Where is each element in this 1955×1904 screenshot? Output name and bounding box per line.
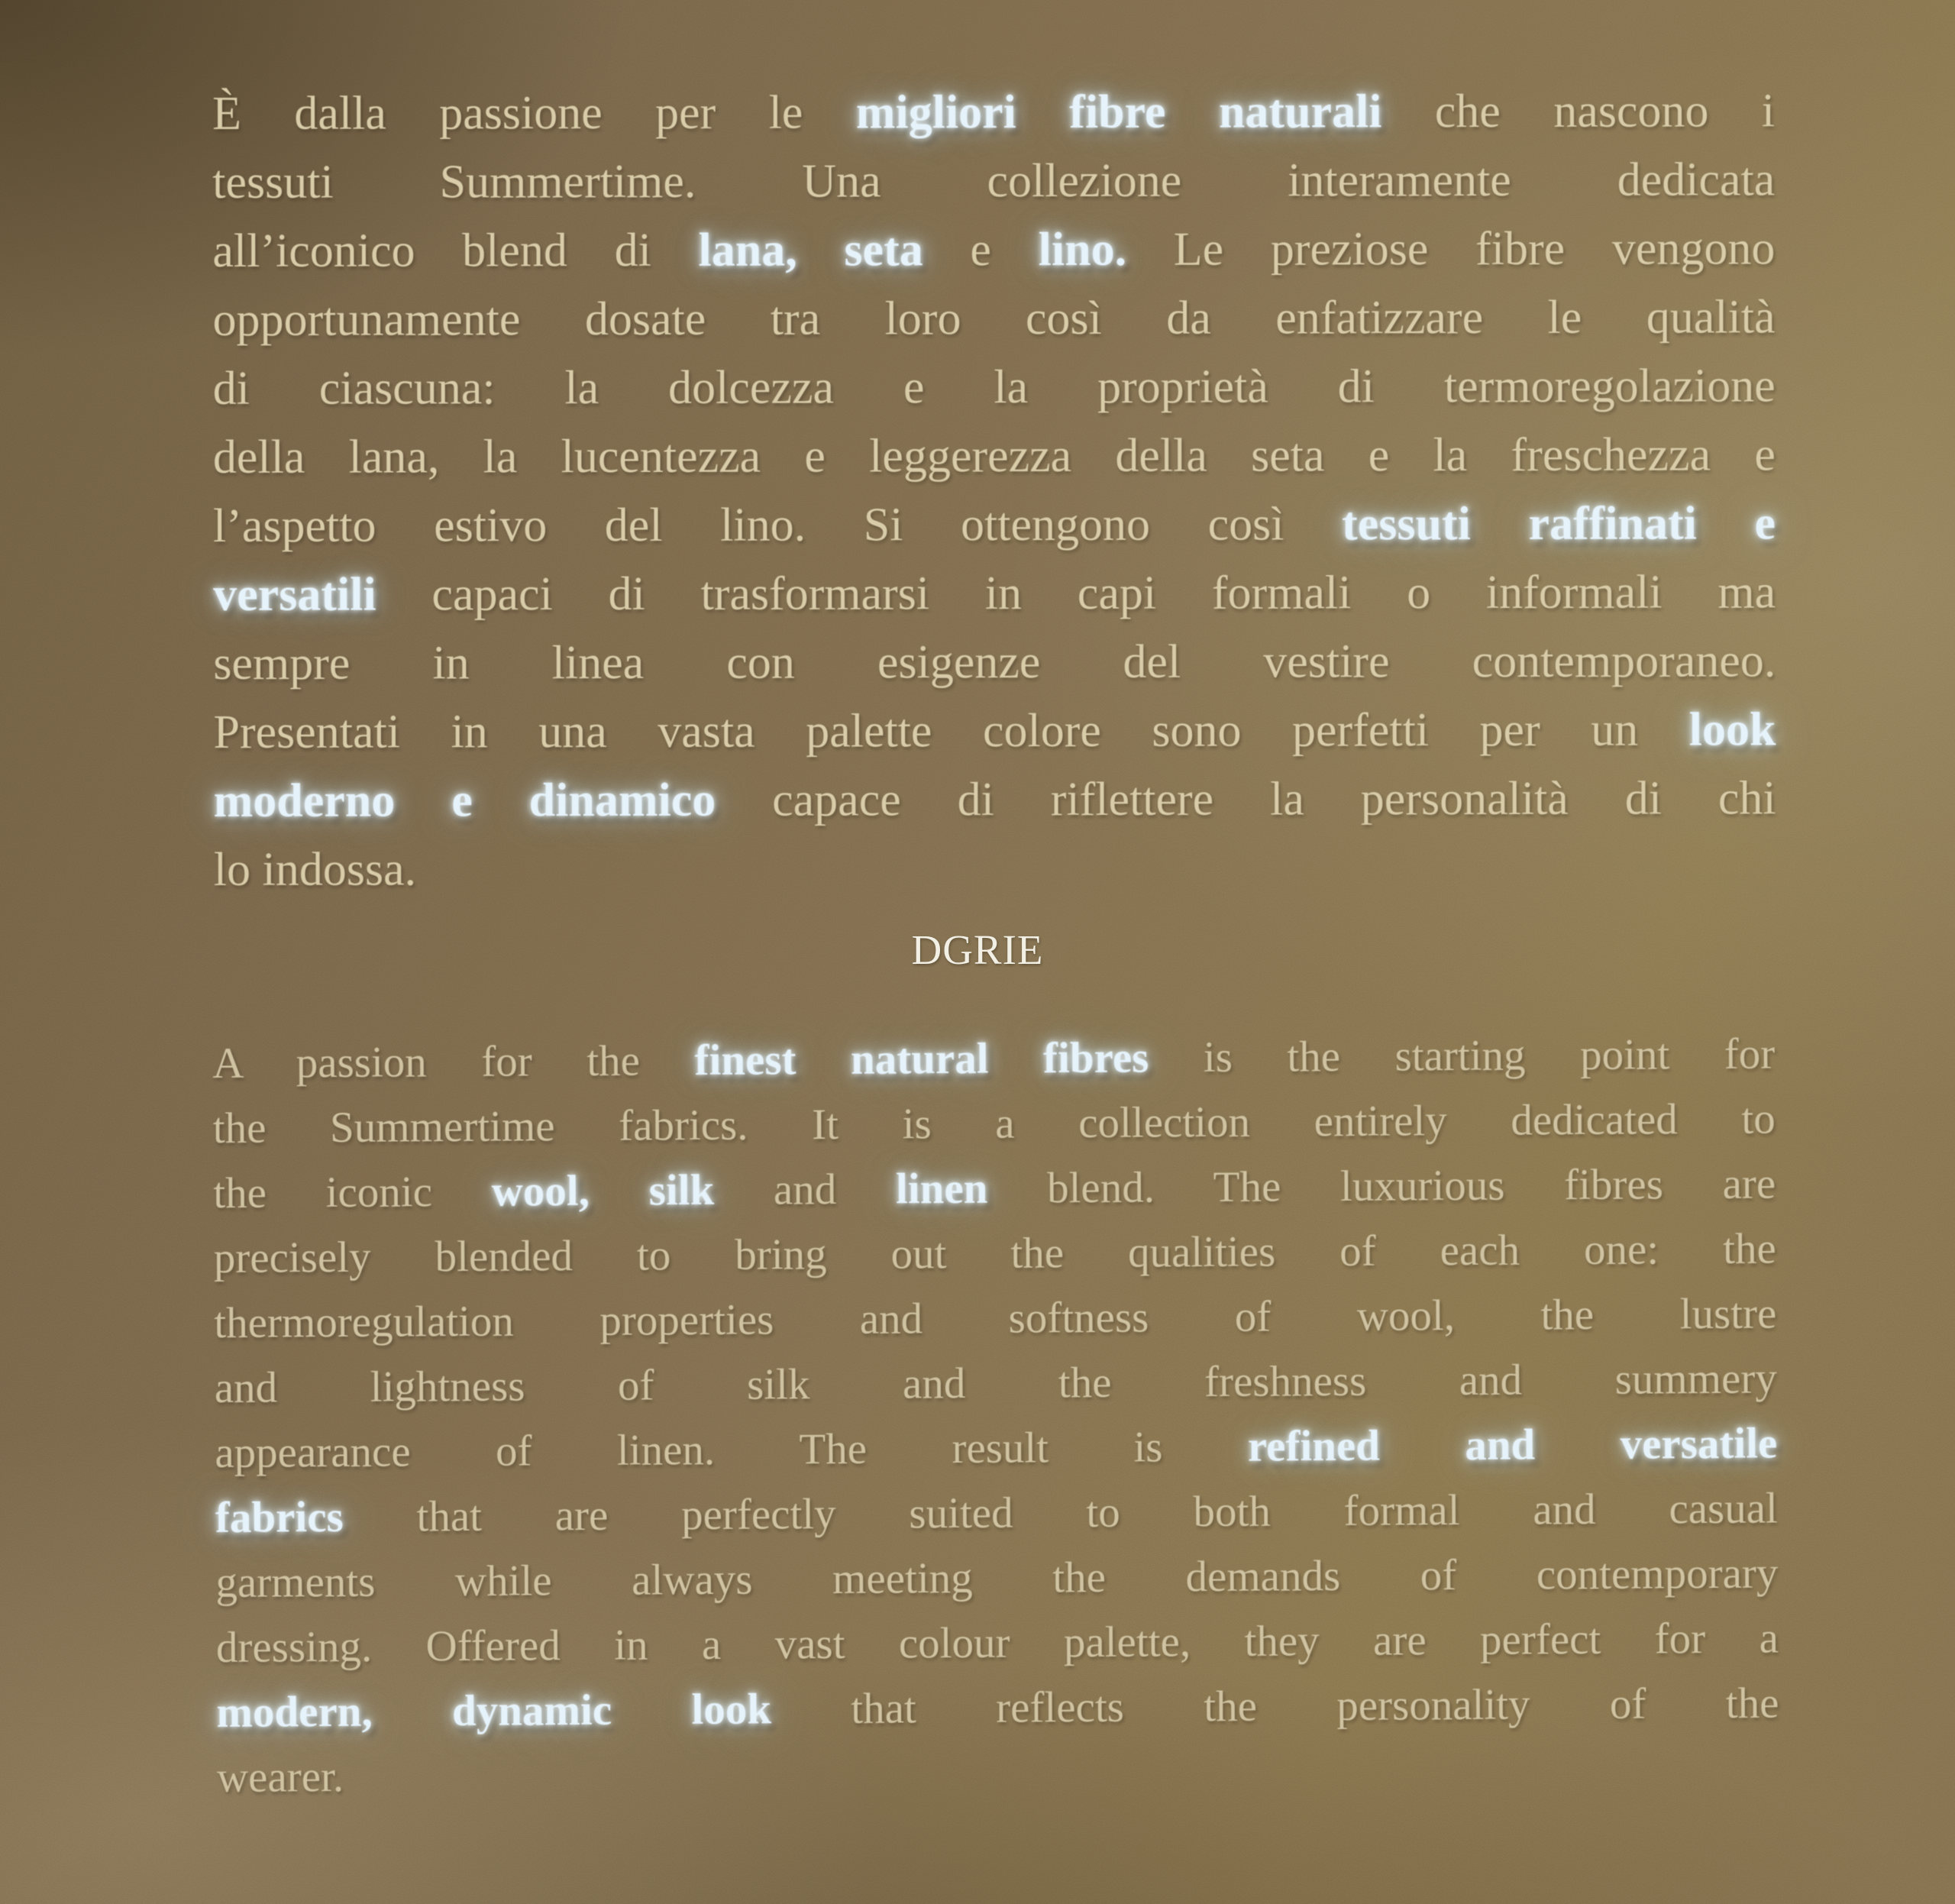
highlighted-phrase: moderno e dinamico [213,774,716,827]
text-segment: dressing. Offered in a vast colour palette, they are perfect for a [215,1614,1779,1672]
text-line [213,626,1776,698]
text-line [212,283,1775,354]
text-segment: che nascono i [1381,85,1776,138]
text-line [214,832,1776,904]
text-segment: all’iconico blend di [212,224,699,277]
text-segment: the Summertime fabrics. It is a collection entirely dedicated to [212,1094,1776,1152]
text-line [212,1022,1775,1096]
text-line [213,695,1776,767]
text-line [212,214,1775,286]
highlighted-phrase: modern, dynamic look [216,1685,772,1737]
text-segment: l’aspetto estivo del lino. Si ottengono così [212,498,1343,552]
text-line [217,1735,1779,1809]
highlighted-phrase: tessuti raffinati e [1342,497,1776,551]
text-segment: e [923,224,1039,276]
text-line [213,1151,1776,1225]
text-line [215,1411,1777,1485]
text-segment: di ciascuna: la dolcezza e la proprietà di termoregolazione [212,360,1776,415]
text-line [212,76,1775,148]
text-segment: È dalla passione per le [212,86,856,140]
text-line [215,1346,1777,1420]
text-segment: is the starting point for [1149,1030,1776,1082]
english-paragraph [212,1022,1779,1810]
text-line [214,764,1776,836]
highlighted-phrase: linen [895,1164,988,1214]
text-segment: wearer. [216,1752,344,1802]
text-segment: appearance of linen. The result is [215,1422,1249,1477]
text-line [215,1476,1778,1550]
text-segment: lo indossa. [213,843,417,896]
text-segment: sempre in linea con esigenze del vestire contemporaneo. [213,635,1776,690]
highlighted-phrase: versatili [213,568,376,621]
text-segment: blend. The luxurious fibres are [987,1159,1776,1213]
text-line [214,1281,1776,1355]
text-line [216,1605,1779,1679]
highlighted-phrase: look [1688,703,1776,756]
text-segment: precisely blended to bring out the qualities of each one: the [213,1224,1776,1282]
text-segment: garments while always meeting the demands of contemporary [215,1549,1779,1607]
text-line [212,145,1775,217]
text-line [213,1087,1776,1161]
text-segment: and lightness of silk and the freshness and summery [214,1354,1778,1412]
text-segment: tessuti Summertime. Una collezione interamente dedicata [212,154,1776,209]
watermark-dgrie: DGRIE [911,926,1044,973]
text-segment: capaci di trasformarsi in capi formali o informali ma [376,566,1776,621]
text-line [216,1670,1779,1744]
text-segment: A passion for the [212,1036,695,1088]
highlighted-phrase: refined and versatile [1247,1419,1778,1471]
text-line [213,489,1776,561]
highlighted-phrase: finest natural fibres [694,1033,1149,1085]
text-segment: the iconic [213,1167,492,1217]
text-segment: capace di riflettere la personalità di chi [716,772,1776,826]
text-line [214,1216,1776,1290]
text-line [213,351,1776,423]
text-segment: that are perfectly suited to both formal and casual [343,1484,1779,1541]
text-line [213,558,1776,629]
text-segment: Le preziose fibre vengono [1126,222,1776,276]
text-segment: that reflects the personality of the [771,1679,1779,1734]
text-segment: Presentati in una vasta palette colore sono perfetti per un [213,703,1689,758]
highlighted-phrase: migliori fibre naturali [855,86,1382,139]
highlighted-phrase: fabrics [215,1492,344,1542]
text-segment: and [714,1165,897,1214]
text-segment: thermoregulation properties and softness of wool, the lustre [214,1289,1777,1347]
text-line [213,420,1776,492]
italian-paragraph [212,76,1776,904]
text-segment: della lana, la lucentezza e leggerezza della seta e la freschezza e [212,428,1776,483]
highlighted-phrase: lino. [1038,223,1127,276]
highlighted-phrase: wool, silk [491,1165,715,1216]
text-segment: opportunamente dosate tra loro così da enfatizzare le qualità [212,291,1776,346]
text-line [215,1540,1778,1615]
highlighted-phrase: lana, seta [698,224,923,276]
